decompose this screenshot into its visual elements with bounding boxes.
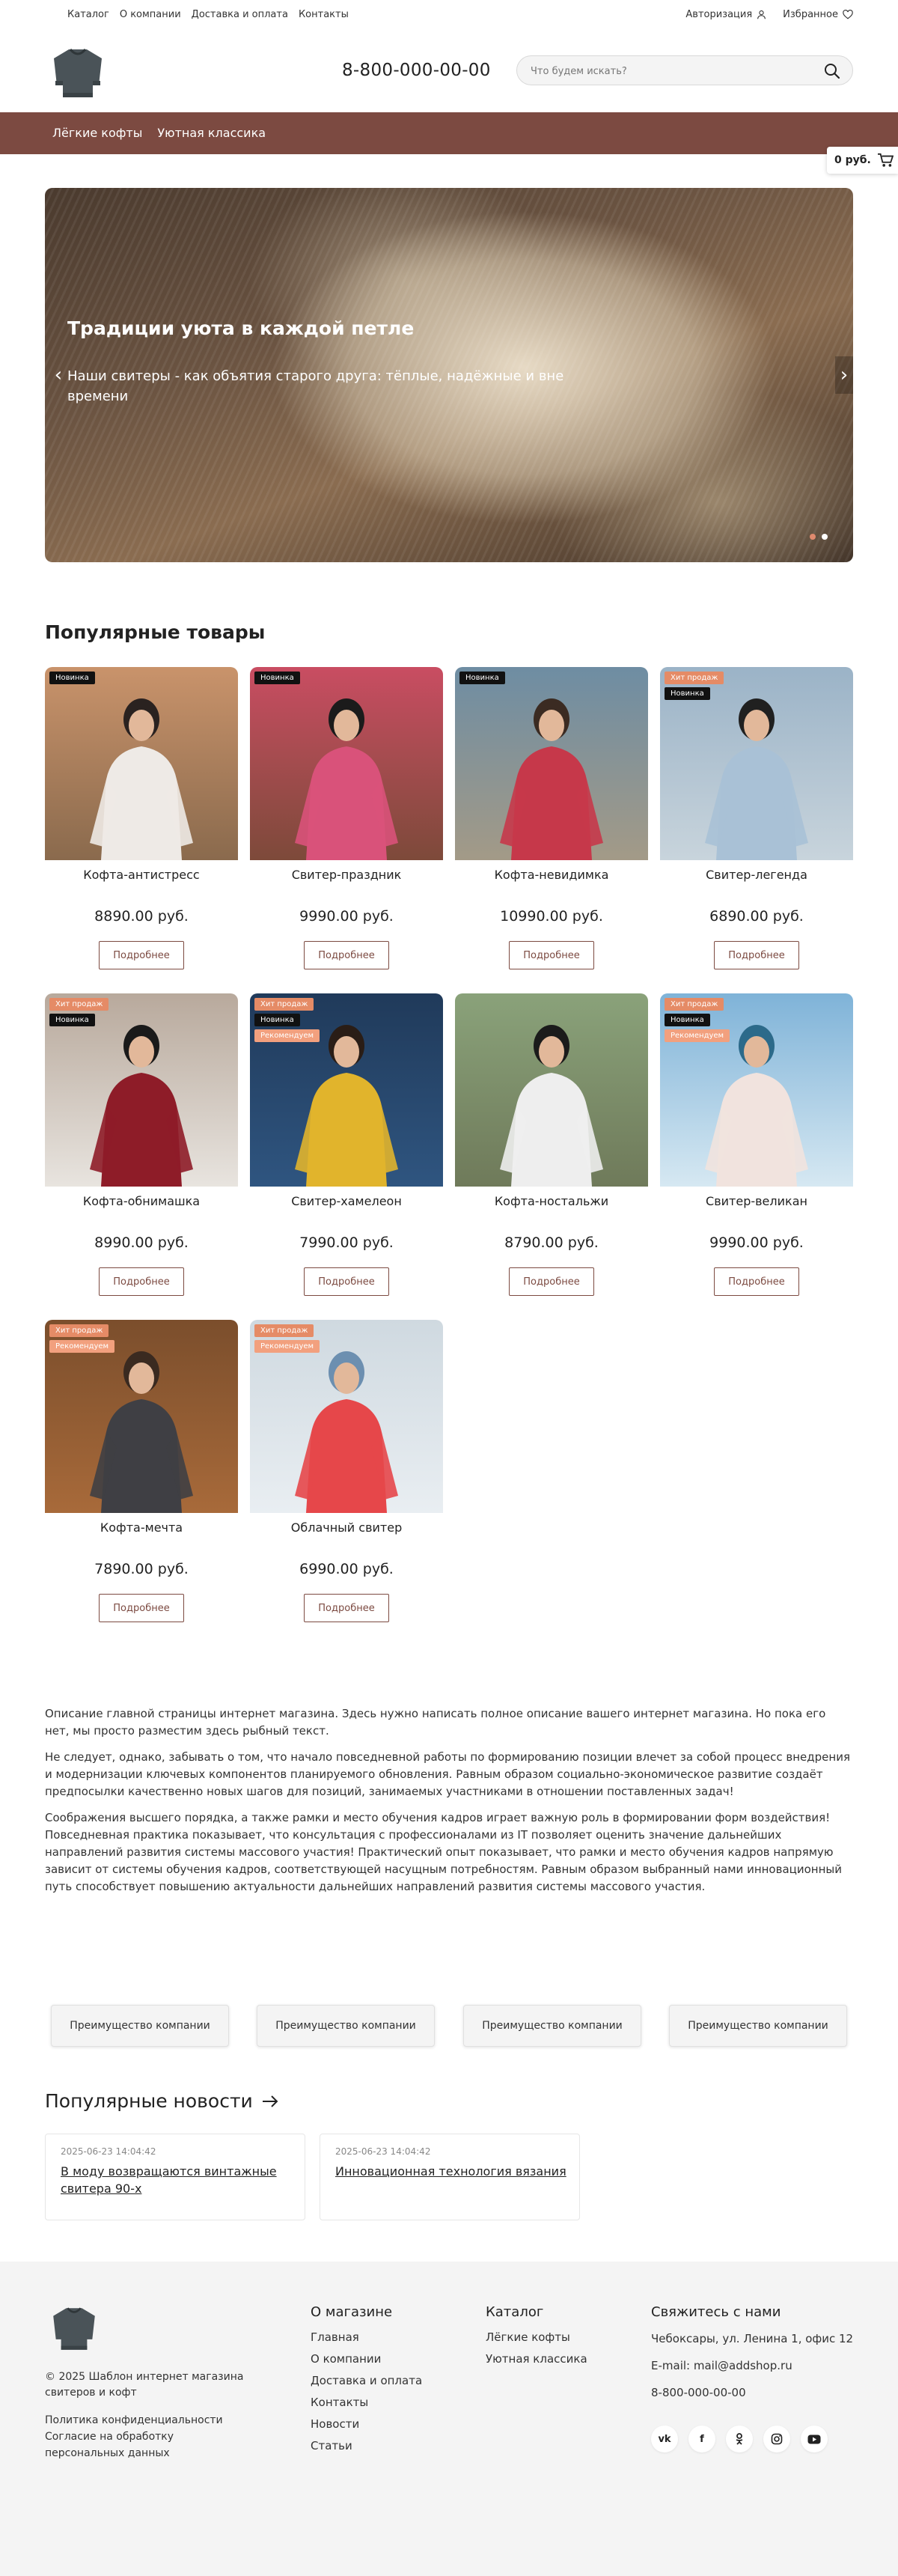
badge-hit: Хит продаж	[254, 998, 314, 1011]
header-phone[interactable]: 8-800-000-00-00	[342, 61, 491, 80]
footer-link-light-cardigans[interactable]: Лёгкие кофты	[486, 2330, 570, 2344]
cart-icon	[877, 153, 894, 168]
advantage-card: Преимущество компании	[463, 2005, 641, 2047]
product-badges	[665, 998, 730, 1042]
footer-phone[interactable]: 8-800-000-00-00	[651, 2386, 746, 2399]
top-nav-about[interactable]: О компании	[119, 9, 181, 20]
hero-slider	[45, 188, 853, 562]
category-light-cardigans[interactable]: Лёгкие кофты	[52, 126, 143, 140]
product-card[interactable]	[45, 667, 238, 970]
arrow-right-icon	[262, 2095, 278, 2107]
search-input[interactable]	[531, 62, 815, 80]
news-date: 2025-06-23 14:04:42	[61, 2146, 156, 2157]
product-name[interactable]: Кофта-мечта	[100, 1520, 183, 1535]
consent-link[interactable]: Согласие на обработку персональных данных	[45, 2431, 174, 2459]
product-badges	[459, 672, 505, 684]
product-price: 10990.00 руб.	[500, 908, 603, 925]
product-name[interactable]: Облачный свитер	[290, 1520, 403, 1535]
product-badges	[49, 998, 109, 1026]
facebook-icon[interactable]: f	[688, 2426, 715, 2452]
badge-hit: Хит продаж	[665, 672, 724, 684]
details-button[interactable]: Подробнее	[714, 1267, 799, 1296]
hero-text: Наши свитеры - как объятия старого друга: тёплые, надёжные и вне времени	[67, 368, 564, 404]
details-button[interactable]: Подробнее	[509, 1267, 594, 1296]
product-badges	[49, 1324, 114, 1353]
product-image[interactable]	[455, 993, 648, 1187]
footer-link-contacts[interactable]: Контакты	[311, 2396, 369, 2409]
footer-email-label: E-mail:	[651, 2359, 694, 2372]
details-button[interactable]: Подробнее	[99, 941, 184, 969]
advantage-card: Преимущество компании	[257, 2005, 435, 2047]
footer-link-delivery[interactable]: Доставка и оплата	[311, 2374, 423, 2387]
product-image[interactable]	[250, 1320, 443, 1513]
product-name[interactable]: Свитер-праздник	[291, 868, 402, 882]
hero-next-arrow-icon[interactable]: ›	[835, 356, 853, 394]
product-card[interactable]	[45, 993, 238, 1297]
product-price: 7990.00 руб.	[299, 1234, 394, 1251]
auth-link[interactable]	[685, 9, 766, 20]
badge-new: Новинка	[49, 672, 95, 684]
footer-legal-links	[45, 2412, 239, 2461]
product-image[interactable]	[250, 667, 443, 860]
footer-logo-sweater-icon[interactable]	[49, 2304, 99, 2354]
product-image[interactable]	[660, 993, 853, 1187]
product-badges	[254, 998, 320, 1042]
product-name[interactable]: Кофта-невидимка	[494, 868, 609, 882]
hero-dot-2[interactable]	[822, 534, 828, 540]
product-price: 8890.00 руб.	[94, 908, 189, 925]
top-nav-contacts[interactable]: Контакты	[298, 9, 349, 20]
product-badges	[49, 672, 95, 684]
badge-hit: Хит продаж	[49, 1324, 109, 1337]
description-paragraph: Соображения высшего порядка, а также рамки и место обучения кадров играет важную роль в формировании форм воздействия! Повседневная практика показывает, что консультация с профессионалами из IT позволяет оценить значение дальнейших направлений развития системы массового участия! Практический опыт показывает, что рамки и место обучения кадров напрямую зависит от системы обучения кадров, соответствующей насущным потребностям. Равным образом выбранный нами инновационный путь способствует повышению актуальности дальнейших направлений развития системы массового участия.	[45, 1811, 842, 1893]
footer-link-home[interactable]: Главная	[311, 2330, 359, 2344]
badge-rec: Рекомендуем	[254, 1340, 320, 1353]
top-nav-delivery[interactable]: Доставка и оплата	[191, 9, 288, 20]
popular-products-title: Популярные товары	[45, 621, 266, 643]
product-image[interactable]	[45, 667, 238, 860]
product-name[interactable]: Кофта-обнимашка	[82, 1194, 201, 1208]
cart-total: 0 руб.	[834, 154, 871, 166]
footer-email[interactable]	[651, 2357, 861, 2375]
product-price: 8990.00 руб.	[94, 1234, 189, 1251]
badge-hit: Хит продаж	[49, 998, 109, 1011]
product-card[interactable]	[250, 1320, 443, 1623]
category-cozy-classic[interactable]: Уютная классика	[157, 126, 266, 140]
product-card[interactable]	[660, 993, 853, 1297]
details-button[interactable]: Подробнее	[99, 1267, 184, 1296]
hero-prev-arrow-icon[interactable]: ‹	[54, 364, 63, 386]
product-card[interactable]	[250, 667, 443, 970]
product-card[interactable]	[660, 667, 853, 970]
badge-new: Новинка	[665, 687, 710, 700]
category-bar	[0, 112, 898, 154]
footer-contact-column	[651, 2304, 861, 2452]
product-image[interactable]	[455, 667, 648, 860]
product-image[interactable]	[250, 993, 443, 1187]
top-bar	[0, 0, 898, 30]
cart-widget[interactable]	[827, 147, 898, 174]
advantage-card: Преимущество компании	[669, 2005, 847, 2047]
product-price: 6890.00 руб.	[709, 908, 804, 925]
product-image[interactable]	[660, 667, 853, 860]
logo-sweater-icon[interactable]	[49, 45, 106, 102]
social-links	[651, 2426, 861, 2452]
search-icon[interactable]	[824, 63, 840, 79]
header	[0, 30, 898, 112]
news-title: Популярные новости	[45, 2090, 253, 2112]
favorites-link[interactable]	[783, 9, 853, 20]
footer-link-news[interactable]: Новости	[311, 2417, 360, 2431]
badge-hit: Хит продаж	[254, 1324, 314, 1337]
badge-new: Новинка	[665, 1014, 710, 1026]
details-button[interactable]: Подробнее	[304, 1594, 389, 1622]
product-badges	[665, 672, 724, 700]
details-button[interactable]: Подробнее	[99, 1594, 184, 1622]
product-name[interactable]: Кофта-антистресс	[83, 868, 200, 882]
instagram-icon[interactable]	[763, 2426, 790, 2452]
product-price: 9990.00 руб.	[299, 908, 394, 925]
hero-dot-1[interactable]	[810, 534, 816, 540]
product-price: 6990.00 руб.	[299, 1561, 394, 1577]
product-price: 9990.00 руб.	[709, 1234, 804, 1251]
product-price: 7890.00 руб.	[94, 1561, 189, 1577]
product-badges	[254, 1324, 320, 1353]
news-card[interactable]	[45, 2134, 305, 2220]
product-name[interactable]: Свитер-великан	[706, 1194, 807, 1208]
badge-new: Новинка	[459, 672, 505, 684]
news-card[interactable]	[320, 2134, 580, 2220]
details-button[interactable]: Подробнее	[304, 941, 389, 969]
product-card[interactable]	[455, 667, 648, 970]
heart-icon	[843, 10, 853, 19]
footer-link-cozy-classic[interactable]: Уютная классика	[486, 2352, 587, 2366]
product-name[interactable]: Свитер-легенда	[706, 868, 807, 882]
details-button[interactable]: Подробнее	[509, 941, 594, 969]
top-nav	[67, 9, 349, 20]
details-button[interactable]: Подробнее	[304, 1267, 389, 1296]
shop-description	[45, 1705, 853, 1904]
news-date: 2025-06-23 14:04:42	[335, 2146, 431, 2157]
footer-copyright: © 2025 Шаблон интернет магазина свитеров и кофт	[45, 2371, 244, 2399]
footer-catalog-title: Каталог	[486, 2304, 544, 2320]
footer-email-value: mail@addshop.ru	[693, 2359, 792, 2372]
advantage-card: Преимущество компании	[51, 2005, 229, 2047]
hero-title: Традиции уюта в каждой петле	[67, 317, 415, 339]
news-link[interactable]: Инновационная технология вязания	[335, 2164, 566, 2178]
description-paragraph: Описание главной страницы интернет магазина. Здесь нужно написать полное описание вашего интернет магазина. Но пока его нет, мы просто разместим здесь рыбный текст.	[45, 1707, 826, 1738]
favorites-label: Избранное	[783, 9, 838, 20]
footer	[0, 2262, 898, 2576]
user-icon	[757, 10, 766, 19]
privacy-policy-link[interactable]: Политика конфиденциальности	[45, 2414, 223, 2426]
footer-about-title: О магазине	[311, 2304, 393, 2320]
product-name[interactable]: Свитер-хамелеон	[291, 1194, 402, 1208]
footer-about-column	[311, 2304, 422, 2461]
badge-hit: Хит продаж	[665, 998, 724, 1011]
product-image[interactable]	[45, 1320, 238, 1513]
badge-new: Новинка	[254, 672, 300, 684]
footer-address: Чебоксары, ул. Ленина 1, офис 12	[651, 2332, 854, 2345]
news-link[interactable]: В моду возвращаются винтажные свитера 90-х	[61, 2164, 277, 2196]
top-nav-catalog[interactable]: Каталог	[67, 9, 109, 20]
youtube-icon[interactable]	[801, 2426, 828, 2452]
vk-icon[interactable]: vk	[651, 2426, 678, 2452]
hero-dots	[810, 534, 828, 540]
footer-contact-title: Свяжитесь с нами	[651, 2304, 781, 2320]
product-price: 8790.00 руб.	[504, 1234, 599, 1251]
product-name[interactable]: Кофта-ностальжи	[494, 1194, 609, 1208]
product-card[interactable]	[45, 1320, 238, 1623]
badge-new: Новинка	[254, 1014, 300, 1026]
footer-link-articles[interactable]: Статьи	[311, 2439, 352, 2452]
auth-label: Авторизация	[685, 9, 753, 20]
product-badges	[254, 672, 300, 684]
search-box	[516, 55, 853, 85]
odnoklassniki-icon[interactable]	[726, 2426, 753, 2452]
badge-rec: Рекомендуем	[49, 1340, 114, 1353]
footer-link-about[interactable]: О компании	[311, 2352, 382, 2366]
news-heading[interactable]	[45, 2090, 278, 2112]
product-card[interactable]	[455, 993, 648, 1297]
product-image[interactable]	[45, 993, 238, 1187]
top-user-links	[685, 9, 853, 20]
footer-catalog-column	[486, 2304, 587, 2374]
description-paragraph: Не следует, однако, забывать о том, что начало повседневной работы по формированию позиции влечет за собой процесс внедрения и модернизации ключевых компонентов планируемого обновления. Равным образом социально-экономическое развитие создаёт предпосылки качественно новых шагов для позиций, занимаемых участниками в отношении поставленных задач!	[45, 1750, 850, 1798]
details-button[interactable]: Подробнее	[714, 941, 799, 969]
badge-rec: Рекомендуем	[665, 1029, 730, 1042]
badge-new: Новинка	[49, 1014, 95, 1026]
badge-rec: Рекомендуем	[254, 1029, 320, 1042]
product-card[interactable]	[250, 993, 443, 1297]
